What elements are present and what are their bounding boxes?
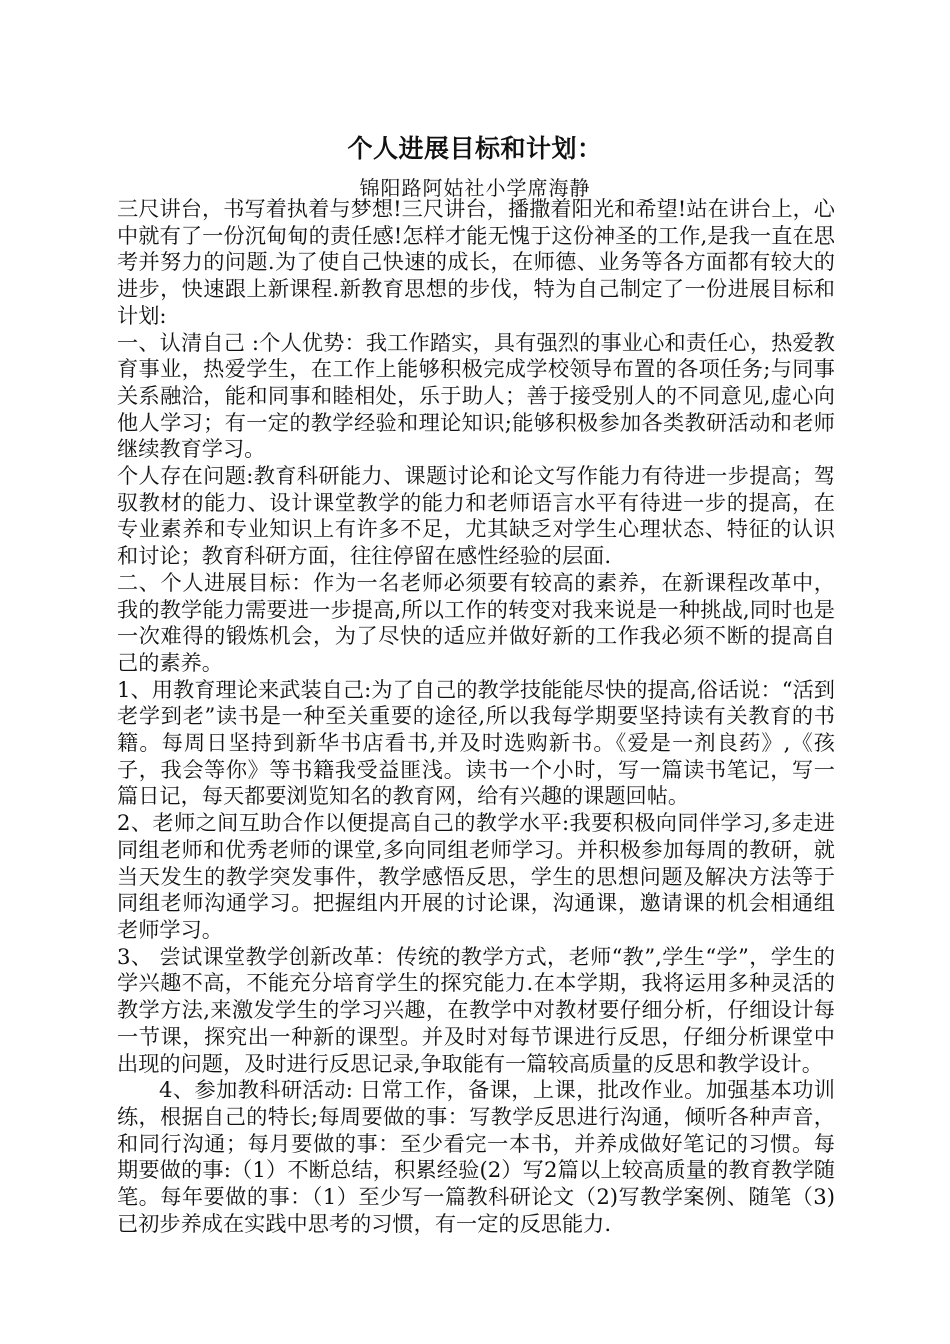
paragraph-item-3: 3、 尝试课堂教学创新改革：传统的教学方式，老师“教”,学生“学”，学生的学兴趣不高，不能充分培育学生的探究能力.在本学期，我将运用多种灵活的教学方法,来激发学生的学习兴趣，在教学中对教材要仔细分析，仔细设计每一节课，探究出一种新的课型。并及时对每节课进行反思，仔细分析课堂中出现的问题，及时进行反思记录,争取能有一篇较高质量的反思和教学设计。 — [117, 943, 835, 1076]
page-title: 个人进展目标和计划： — [347, 134, 603, 163]
document-body — [117, 196, 835, 1237]
paragraph-self-assessment: 一、认清自己 :个人优势：我工作踏实，具有强烈的事业心和责任心，热爱教育事业，热爱学生，在工作上能够积极完成学校领导布置的各项任务;与同事关系融洽，能和同事和睦相处，乐于助人；善于接受别人的不同意见,虚心向他人学习；有一定的教学经验和理论知识;能够积极参加各类教研活动和老师继续教育学习。 — [117, 329, 835, 462]
paragraph-problems: 个人存在问题:教育科研能力、课题讨论和论文写作能力有待进一步提高；驾驭教材的能力、设计课堂教学的能力和老师语言水平有待进一步的提高，在专业素养和专业知识上有许多不足，尤其缺乏对学生心理状态、特征的认识和讨论；教育科研方面，往往停留在感性经验的层面. — [117, 463, 835, 569]
paragraph-item-2: 2、老师之间互助合作以便提高自己的教学水平:我要积极向同伴学习,多走进同组老师和优秀老师的课堂,多向同组老师学习。并积极参加每周的教研，就当天发生的教学突发事件，教学感悟反思，学生的思想问题及解决方法等于同组老师沟通学习。把握组内开展的讨论课，沟通课，邀请课的机会相通组老师学习。 — [117, 810, 835, 942]
paragraph-item-1: 1、用教育理论来武装自己:为了自己的教学技能能尽快的提高,俗话说：“活到老学到老”读书是一种至关重要的途径,所以我每学期要坚持读有关教育的书籍。每周日坚持到新华书店看书,并及时选购新书。《爱是一剂良药》,《孩子，我会等你》等书籍我受益匪浅。读书一个小时，写一篇读书笔记，写一篇日记，每天都要浏览知名的教育网，给有兴趣的课题回帖。 — [117, 676, 835, 809]
author-line: 锦阳路阿姑社小学席海静 — [359, 176, 591, 200]
paragraph-intro: 三尺讲台，书写着执着与梦想!三尺讲台，播撒着阳光和希望!站在讲台上，心中就有了一份沉甸甸的责任感!怎样才能无愧于这份神圣的工作,是我一直在思考并努力的问题.为了使自己快速的成长，在师德、业务等各方面都有较大的进步，快速跟上新课程.新教育思想的步伐，特为自己制定了一份进展目标和计划: — [117, 196, 835, 328]
paragraph-goals: 二、个人进展目标：作为一名老师必须要有较高的素养，在新课程改革中，我的教学能力需要进一步提高,所以工作的转变对我来说是一种挑战,同时也是一次难得的锻炼机会，为了尽快的适应并做好新的工作我必须不断的提高自己的素养。 — [117, 569, 835, 675]
paragraph-item-4: 4、参加教科研活动: 日常工作，备课，上课，批改作业。加强基本功训练，根据自己的特长;每周要做的事：写教学反思进行沟通，倾听各种声音，和同行沟通；每月要做的事：至少看完一本书，并养成做好笔记的习惯。每期要做的事:（1）不断总结，积累经验(2）写2篇以上较高质量的教育教学随笔。每年要做的事：（1）至少写一篇教科研论文（2)写教学案例、随笔（3)已初步养成在实践中思考的习惯，有一定的反思能力. — [117, 1077, 835, 1236]
